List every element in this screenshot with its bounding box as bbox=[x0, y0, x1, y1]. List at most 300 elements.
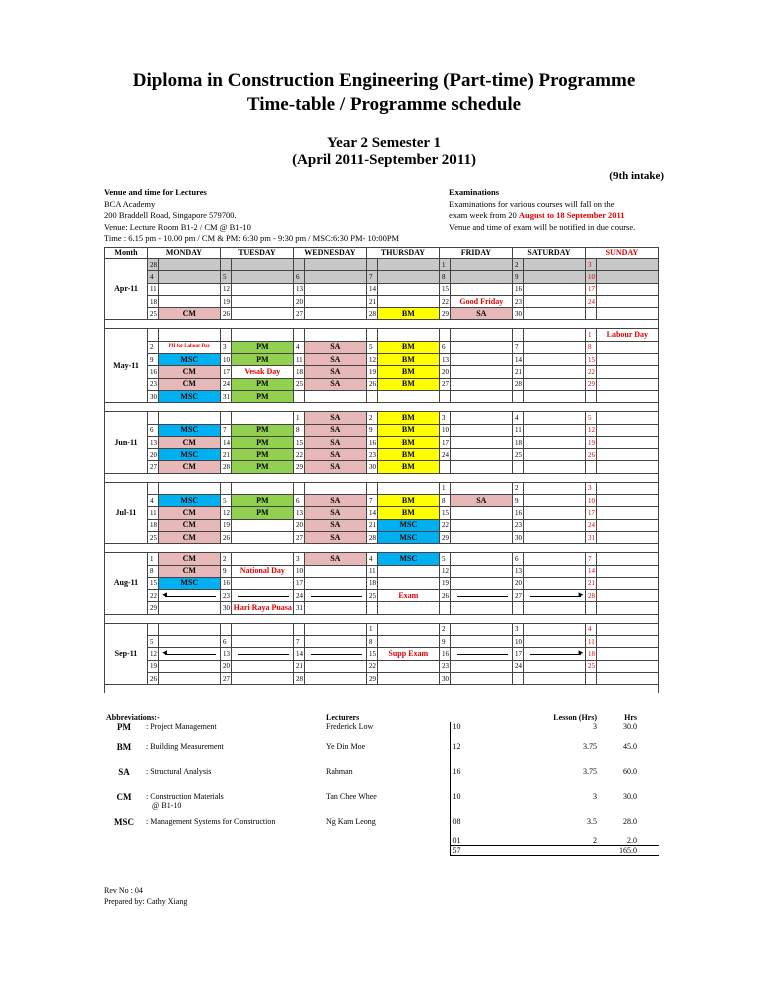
day-event: SA bbox=[304, 378, 366, 390]
day-event bbox=[596, 636, 658, 648]
day-number: 12 bbox=[585, 424, 596, 436]
day-number bbox=[439, 329, 450, 341]
day-event bbox=[231, 531, 293, 543]
day-number: 27 bbox=[147, 461, 158, 473]
day-event bbox=[450, 259, 512, 271]
day-number: 15 bbox=[439, 507, 450, 519]
month-spacer bbox=[105, 473, 659, 482]
day-number: 16 bbox=[147, 366, 158, 378]
day-number: 17 bbox=[585, 283, 596, 295]
total-hours: 30.0 bbox=[623, 722, 638, 731]
day-event bbox=[523, 672, 585, 684]
spacer-cell bbox=[105, 685, 659, 694]
day-event: CM bbox=[158, 553, 220, 565]
day-event: SA bbox=[304, 461, 366, 473]
day-event: Supp Exam bbox=[377, 648, 439, 660]
day-number: 31 bbox=[293, 602, 304, 614]
day-event: PM bbox=[231, 507, 293, 519]
day-event bbox=[596, 495, 658, 507]
day-event bbox=[523, 271, 585, 283]
day-event bbox=[158, 602, 220, 614]
lesson-count: 16 bbox=[450, 761, 464, 786]
day-event: BM bbox=[377, 308, 439, 320]
day-event bbox=[450, 648, 512, 660]
day-number: 26 bbox=[220, 308, 231, 320]
day-event: Labour Day bbox=[596, 329, 658, 341]
day-number: 9 bbox=[512, 495, 523, 507]
day-number: 27 bbox=[512, 590, 523, 602]
abbrev-description: : Building Measurement bbox=[146, 742, 224, 751]
month-spacer bbox=[105, 544, 659, 553]
day-number: 3 bbox=[439, 412, 450, 424]
day-number: 20 bbox=[293, 295, 304, 307]
day-number: 8 bbox=[366, 636, 377, 648]
day-number bbox=[366, 259, 377, 271]
day-event bbox=[596, 283, 658, 295]
day-number: 13 bbox=[147, 436, 158, 448]
day-event bbox=[596, 259, 658, 271]
calendar-week-row bbox=[105, 636, 659, 648]
day-event: MSC bbox=[158, 495, 220, 507]
day-number: 28 bbox=[366, 308, 377, 320]
arrow-line bbox=[307, 593, 364, 599]
day-number bbox=[147, 623, 158, 635]
day-event bbox=[450, 531, 512, 543]
day-event bbox=[450, 341, 512, 353]
day-number bbox=[585, 308, 596, 320]
day-number: 11 bbox=[147, 507, 158, 519]
day-number: 14 bbox=[366, 507, 377, 519]
venue-heading: Venue and time for Lectures bbox=[104, 187, 207, 197]
calendar-week-row bbox=[105, 565, 659, 577]
lecturer-name: Ng Kam Leong bbox=[326, 817, 376, 826]
total-hours: 45.0 bbox=[623, 742, 638, 751]
month-spacer bbox=[105, 320, 659, 329]
day-event bbox=[231, 636, 293, 648]
day-number: 22 bbox=[439, 295, 450, 307]
day-event: MSC bbox=[158, 449, 220, 461]
day-number: 19 bbox=[439, 577, 450, 589]
day-event bbox=[158, 648, 220, 660]
abbreviation-row bbox=[104, 811, 659, 836]
timetable-calendar bbox=[104, 247, 659, 693]
day-number: 12 bbox=[147, 648, 158, 660]
day-event bbox=[523, 341, 585, 353]
day-event bbox=[596, 565, 658, 577]
day-event: Hari Raya Puasa bbox=[231, 602, 293, 614]
day-number: 25 bbox=[366, 590, 377, 602]
day-number: 18 bbox=[366, 577, 377, 589]
day-event: National Day bbox=[231, 565, 293, 577]
day-event bbox=[304, 648, 366, 660]
day-event bbox=[377, 623, 439, 635]
day-number bbox=[366, 390, 377, 402]
extra-hours: 2.0 bbox=[627, 836, 638, 845]
day-event bbox=[450, 590, 512, 602]
lecturer-name: Ye Din Moe bbox=[326, 742, 366, 751]
lecturer-name: Frederick Low bbox=[326, 722, 374, 731]
day-event bbox=[377, 390, 439, 402]
day-event: MSC bbox=[377, 553, 439, 565]
day-number: 30 bbox=[220, 602, 231, 614]
calendar-week-row bbox=[105, 271, 659, 283]
day-number: 8 bbox=[147, 565, 158, 577]
day-number: 10 bbox=[293, 565, 304, 577]
exam-line-2: exam week from 20 bbox=[449, 210, 519, 220]
day-number: 15 bbox=[439, 283, 450, 295]
calendar-week-row bbox=[105, 329, 659, 341]
day-number: 4 bbox=[512, 412, 523, 424]
prepared-by: Prepared by: Cathy Xiang bbox=[104, 897, 188, 906]
day-event bbox=[523, 602, 585, 614]
day-number: 7 bbox=[585, 553, 596, 565]
day-number: 2 bbox=[147, 341, 158, 353]
day-number: 1 bbox=[366, 623, 377, 635]
day-number: 6 bbox=[220, 636, 231, 648]
day-number: 12 bbox=[220, 283, 231, 295]
day-number: 22 bbox=[147, 590, 158, 602]
day-event bbox=[231, 283, 293, 295]
lesson-hours: 3 bbox=[593, 722, 598, 731]
day-event bbox=[523, 553, 585, 565]
day-number bbox=[220, 259, 231, 271]
day-number: 11 bbox=[366, 565, 377, 577]
day-event bbox=[596, 449, 658, 461]
day-event bbox=[523, 461, 585, 473]
day-event bbox=[523, 354, 585, 366]
day-event bbox=[377, 482, 439, 494]
day-number: 12 bbox=[366, 354, 377, 366]
day-event bbox=[596, 424, 658, 436]
revision-number: Rev No : 04 bbox=[104, 886, 143, 895]
day-event bbox=[231, 623, 293, 635]
day-event bbox=[523, 495, 585, 507]
arrow-line bbox=[161, 593, 218, 599]
hrs-heading: Hrs bbox=[624, 713, 638, 722]
day-event: PM bbox=[231, 461, 293, 473]
abbreviation-extra-row bbox=[104, 836, 659, 846]
day-event bbox=[596, 436, 658, 448]
day-event: SA bbox=[450, 495, 512, 507]
day-event bbox=[523, 436, 585, 448]
day-event bbox=[231, 672, 293, 684]
exam-line-1: Examinations for various courses will fall on the bbox=[449, 198, 615, 209]
day-number bbox=[293, 390, 304, 402]
day-event bbox=[450, 623, 512, 635]
calendar-week-row bbox=[105, 648, 659, 660]
day-number: 3 bbox=[220, 341, 231, 353]
day-number: 1 bbox=[147, 553, 158, 565]
lesson-count: 12 bbox=[450, 736, 464, 761]
day-number bbox=[293, 259, 304, 271]
day-event: BM bbox=[377, 495, 439, 507]
day-number: 9 bbox=[439, 636, 450, 648]
day-event bbox=[596, 366, 658, 378]
day-number: 28 bbox=[220, 461, 231, 473]
day-event bbox=[158, 590, 220, 602]
day-number: 6 bbox=[147, 424, 158, 436]
day-number: 4 bbox=[366, 553, 377, 565]
day-number: 29 bbox=[439, 308, 450, 320]
day-event bbox=[304, 271, 366, 283]
day-number: 19 bbox=[147, 660, 158, 672]
venue-line-2: 200 Braddell Road, Singapore 579700. bbox=[104, 210, 237, 220]
day-event bbox=[158, 636, 220, 648]
day-number bbox=[147, 329, 158, 341]
day-event: SA bbox=[304, 531, 366, 543]
day-number: 21 bbox=[220, 449, 231, 461]
day-event bbox=[304, 329, 366, 341]
header-sunday: SUNDAY bbox=[585, 248, 658, 259]
day-number: 16 bbox=[512, 507, 523, 519]
day-event bbox=[231, 590, 293, 602]
month-spacer bbox=[105, 403, 659, 412]
day-event bbox=[231, 308, 293, 320]
day-number: 16 bbox=[220, 577, 231, 589]
day-number: 15 bbox=[585, 354, 596, 366]
lesson-count: 10 bbox=[450, 722, 464, 736]
month-label: Jul-11 bbox=[105, 482, 148, 543]
day-number: 6 bbox=[293, 271, 304, 283]
venue-info bbox=[104, 187, 399, 245]
day-number: 13 bbox=[293, 283, 304, 295]
day-number: 10 bbox=[220, 354, 231, 366]
day-event bbox=[450, 461, 512, 473]
day-event bbox=[596, 553, 658, 565]
day-number: 16 bbox=[512, 283, 523, 295]
day-event: BM bbox=[377, 354, 439, 366]
abbrev-description: : Construction Materials @ B1-10 bbox=[144, 786, 324, 811]
day-event bbox=[596, 390, 658, 402]
day-number: 24 bbox=[293, 590, 304, 602]
day-event: BM bbox=[377, 507, 439, 519]
day-event bbox=[158, 283, 220, 295]
day-event bbox=[450, 390, 512, 402]
total-hours: 30.0 bbox=[623, 792, 638, 801]
day-number: 27 bbox=[220, 672, 231, 684]
day-event: CM bbox=[158, 378, 220, 390]
day-number: 4 bbox=[585, 623, 596, 635]
day-event: CM bbox=[158, 519, 220, 531]
day-number: 2 bbox=[220, 553, 231, 565]
day-event bbox=[377, 329, 439, 341]
day-number: 4 bbox=[147, 271, 158, 283]
day-event: PM bbox=[231, 495, 293, 507]
day-event: SA bbox=[304, 424, 366, 436]
total-count: 57 bbox=[450, 846, 464, 856]
month-spacer bbox=[105, 685, 659, 694]
day-event bbox=[523, 531, 585, 543]
calendar-week-row bbox=[105, 424, 659, 436]
calendar-week-row bbox=[105, 461, 659, 473]
day-event bbox=[523, 390, 585, 402]
blank bbox=[144, 836, 324, 846]
day-number: 5 bbox=[147, 636, 158, 648]
spacer-cell bbox=[105, 544, 659, 553]
day-event: MSC bbox=[377, 531, 439, 543]
header-month: Month bbox=[105, 248, 148, 259]
day-event bbox=[158, 271, 220, 283]
calendar-week-row bbox=[105, 412, 659, 424]
calendar-week-row bbox=[105, 531, 659, 543]
total-hours: 28.0 bbox=[623, 817, 638, 826]
day-number: 20 bbox=[512, 577, 523, 589]
day-event bbox=[523, 449, 585, 461]
day-event bbox=[596, 672, 658, 684]
semester-title: Year 2 Semester 1 bbox=[327, 135, 441, 151]
day-event bbox=[450, 449, 512, 461]
day-number: 9 bbox=[147, 354, 158, 366]
day-event: CM bbox=[158, 531, 220, 543]
month-label: Apr-11 bbox=[105, 259, 148, 320]
day-number bbox=[512, 461, 523, 473]
day-number: 20 bbox=[293, 519, 304, 531]
day-number: 8 bbox=[585, 341, 596, 353]
exam-dates: August to 18 September 2011 bbox=[518, 210, 625, 220]
day-number bbox=[439, 461, 450, 473]
abbreviations-heading: Abbreviations:- bbox=[106, 713, 160, 722]
day-number bbox=[366, 482, 377, 494]
day-event bbox=[523, 329, 585, 341]
day-number: 23 bbox=[366, 449, 377, 461]
day-event bbox=[158, 672, 220, 684]
day-number: 6 bbox=[293, 495, 304, 507]
day-number: 3 bbox=[512, 623, 523, 635]
day-event: BM bbox=[377, 461, 439, 473]
day-number: 17 bbox=[512, 648, 523, 660]
day-number: 21 bbox=[293, 660, 304, 672]
day-event bbox=[231, 482, 293, 494]
day-number: 25 bbox=[147, 308, 158, 320]
lecturers-heading: Lecturers bbox=[326, 713, 360, 722]
day-event bbox=[523, 636, 585, 648]
calendar-week-row bbox=[105, 366, 659, 378]
day-event bbox=[231, 577, 293, 589]
arrow-line bbox=[234, 593, 291, 599]
day-number: 28 bbox=[366, 531, 377, 543]
lesson-hrs-heading: Lesson (Hrs) bbox=[553, 713, 598, 722]
day-number: 5 bbox=[220, 271, 231, 283]
blank bbox=[324, 836, 450, 846]
abbrev-code: SA bbox=[118, 767, 130, 777]
abbrev-code: MSC bbox=[114, 817, 134, 827]
day-event: SA bbox=[304, 412, 366, 424]
day-number: 28 bbox=[512, 378, 523, 390]
day-event bbox=[158, 295, 220, 307]
blank bbox=[464, 736, 524, 761]
day-event: SA bbox=[304, 449, 366, 461]
day-number: 19 bbox=[585, 436, 596, 448]
day-number: 16 bbox=[366, 436, 377, 448]
day-number: 15 bbox=[293, 436, 304, 448]
day-event bbox=[523, 648, 585, 660]
day-number: 25 bbox=[293, 378, 304, 390]
lesson-hours: 3.5 bbox=[587, 817, 598, 826]
day-event bbox=[523, 295, 585, 307]
day-number: 23 bbox=[147, 378, 158, 390]
day-number: 19 bbox=[220, 295, 231, 307]
day-number bbox=[220, 482, 231, 494]
calendar-week-row bbox=[105, 660, 659, 672]
day-event bbox=[596, 341, 658, 353]
day-number: 29 bbox=[293, 461, 304, 473]
day-number: 5 bbox=[366, 341, 377, 353]
day-event: SA bbox=[304, 341, 366, 353]
day-event: PM bbox=[231, 424, 293, 436]
day-event bbox=[304, 295, 366, 307]
day-event bbox=[523, 259, 585, 271]
day-event bbox=[450, 424, 512, 436]
day-number: 22 bbox=[585, 366, 596, 378]
calendar-week-row bbox=[105, 577, 659, 589]
day-event: SA bbox=[304, 366, 366, 378]
intake-label: (9th intake) bbox=[609, 170, 664, 182]
venue-line-1: BCA Academy bbox=[104, 198, 156, 209]
day-number: 13 bbox=[220, 648, 231, 660]
day-number: 14 bbox=[293, 648, 304, 660]
day-number: 26 bbox=[585, 449, 596, 461]
day-event: BM bbox=[377, 366, 439, 378]
day-event: MSC bbox=[158, 390, 220, 402]
day-event bbox=[523, 482, 585, 494]
day-number: 15 bbox=[366, 648, 377, 660]
blank bbox=[464, 786, 524, 811]
day-event bbox=[596, 461, 658, 473]
calendar-week-row bbox=[105, 482, 659, 494]
day-number bbox=[585, 461, 596, 473]
day-number: 24 bbox=[512, 660, 523, 672]
month-spacer bbox=[105, 614, 659, 623]
day-number: 28 bbox=[585, 590, 596, 602]
day-event: PM bbox=[231, 378, 293, 390]
day-event: PM bbox=[231, 390, 293, 402]
day-number: 13 bbox=[512, 565, 523, 577]
total-hours: 60.0 bbox=[623, 767, 638, 776]
day-number bbox=[220, 329, 231, 341]
day-event bbox=[596, 648, 658, 660]
day-event bbox=[450, 482, 512, 494]
day-event: MSC bbox=[158, 577, 220, 589]
day-event bbox=[377, 577, 439, 589]
day-number: 21 bbox=[512, 366, 523, 378]
day-number: 1 bbox=[293, 412, 304, 424]
day-number bbox=[585, 390, 596, 402]
blank bbox=[464, 846, 524, 856]
day-number: 19 bbox=[366, 366, 377, 378]
day-event bbox=[450, 553, 512, 565]
day-number: 18 bbox=[147, 519, 158, 531]
exam-info bbox=[449, 187, 635, 233]
day-event: CM bbox=[158, 507, 220, 519]
lecturer-name: Tan Chee Whee bbox=[326, 792, 377, 801]
day-event bbox=[523, 577, 585, 589]
day-event bbox=[304, 283, 366, 295]
day-number: 11 bbox=[585, 636, 596, 648]
day-number: 22 bbox=[439, 519, 450, 531]
abbreviation-row bbox=[104, 786, 659, 811]
header-thursday: THURSDAY bbox=[366, 248, 439, 259]
day-event bbox=[450, 378, 512, 390]
day-number: 25 bbox=[147, 531, 158, 543]
abbrev-code: PM bbox=[117, 722, 131, 732]
day-event bbox=[450, 577, 512, 589]
header-monday: MONDAY bbox=[147, 248, 220, 259]
header-friday: FRIDAY bbox=[439, 248, 512, 259]
blank bbox=[464, 836, 524, 846]
day-number: 19 bbox=[220, 519, 231, 531]
day-event bbox=[158, 412, 220, 424]
day-number: 30 bbox=[512, 531, 523, 543]
